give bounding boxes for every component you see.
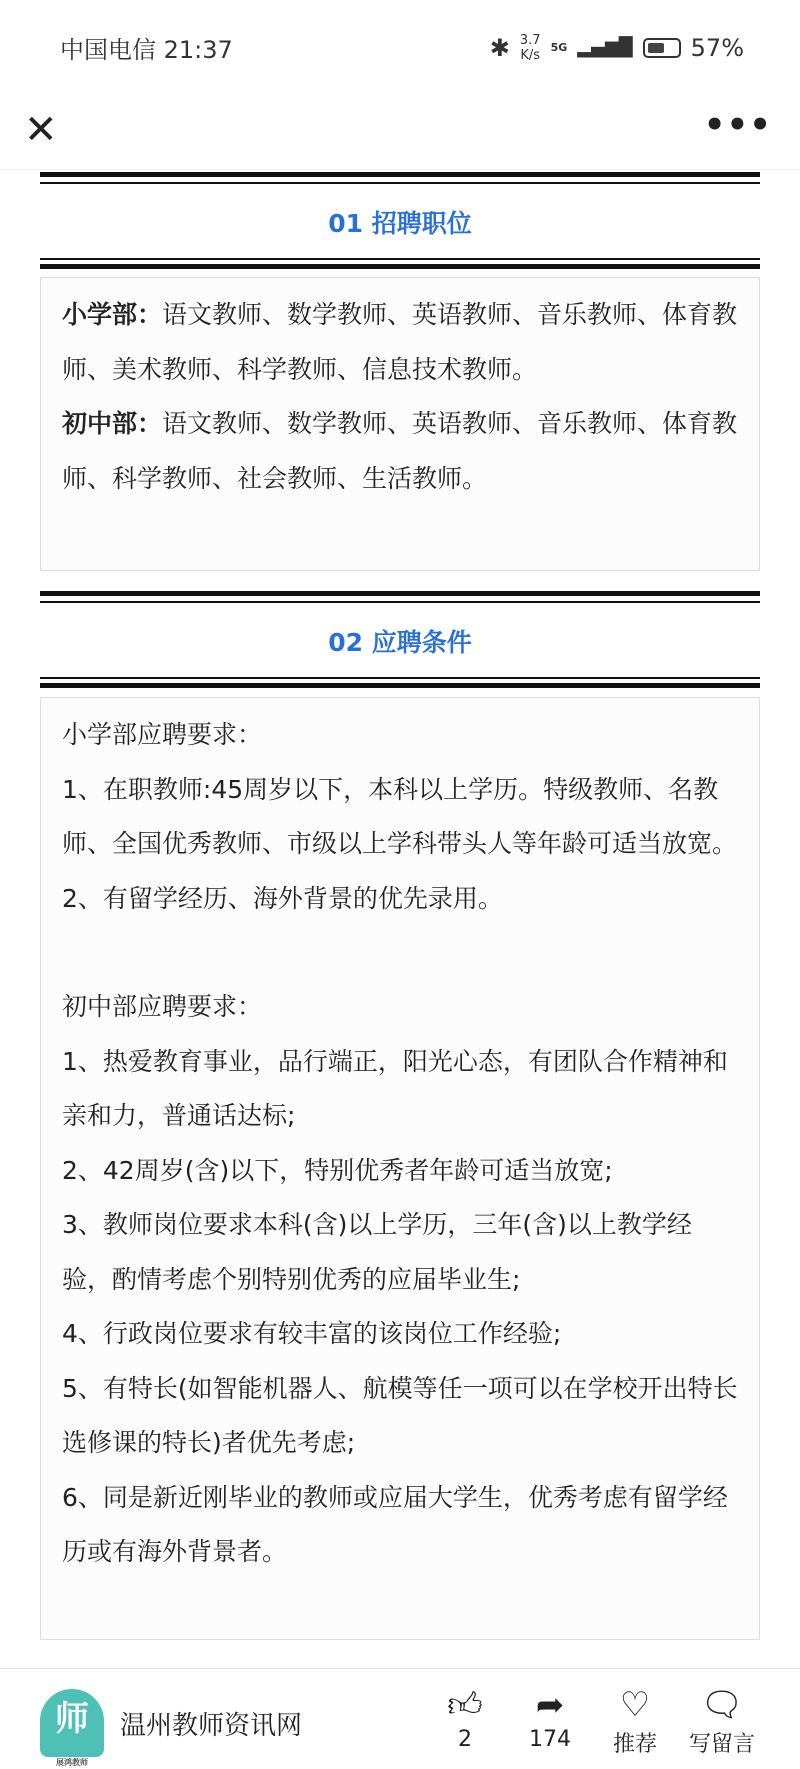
section-title-requirements: 02 应聘条件 [328,628,472,657]
requirement-item: 6、同是新近刚毕业的教师或应届大学生，优秀考虑有留学经历或有海外背景者。 [62,1482,728,1566]
divider [40,182,760,184]
heart-icon: ♡ [619,1685,651,1725]
network-speed: 3.7 K/s [519,32,541,63]
requirements-box [40,697,760,1640]
network-type: 5G [550,41,568,54]
battery-icon [643,38,681,58]
middle-positions: 初中部：语文教师、数学教师、英语教师、音乐教师、体育教师、科学教师、社会教师、生活教师。 [62,409,738,493]
comment-add-icon: 🗨︎ [700,1685,744,1725]
requirement-item: 4、行政岗位要求有较丰富的该岗位工作经验; [62,1319,562,1348]
signal-icon: ▂▄▆█ [577,37,633,58]
requirement-item: 2、有留学经历、海外背景的优先录用。 [62,883,503,913]
positions-box [40,277,760,571]
more-options-icon[interactable]: ••• [703,105,772,145]
middle-requirements-heading: 初中部应聘要求： [62,992,263,1021]
requirement-item: 2、42周岁(含)以下，特别优秀者年龄可适当放宽; [62,1155,613,1185]
close-icon[interactable]: ✕ [24,107,58,153]
bottom-bar [0,1668,800,1769]
divider [40,172,760,177]
account-logo[interactable]: 师 展鸿教师 [40,1689,104,1757]
account-name[interactable]: 温州教师资讯网 [120,1711,303,1741]
divider [40,677,760,679]
divider [40,683,760,688]
battery-percent: 57% [690,33,744,62]
top-nav [0,95,800,170]
thumbs-up-icon: 👍︎ [447,1685,483,1725]
comment-button[interactable]: 🗨︎ 写留言 [682,1683,762,1758]
recommend-button[interactable]: ♡ 推荐 [595,1683,675,1758]
carrier-time: 中国电信 21:37 [60,36,233,64]
primary-requirements-heading: 小学部应聘要求： [62,720,263,749]
requirement-item: 3、教师岗位要求本科(含)以上学历，三年(含)以上教学经验，酌情考虑个别特别优秀的应届毕业生; [62,1210,692,1294]
divider [40,258,760,260]
status-bar [0,0,800,95]
requirement-item: 1、在职教师:45周岁以下，本科以上学历。特级教师、名教师、全国优秀教师、市级以上学科带头人等年龄可适当放宽。 [62,774,738,858]
divider [40,264,760,269]
share-arrow-icon: ➦ [535,1685,565,1725]
primary-positions: 小学部：语文教师、数学教师、英语教师、音乐教师、体育教师、美术教师、科学教师、信息技术教师。 [62,300,738,384]
bluetooth-icon: ✱ [489,33,510,62]
requirement-item: 1、热爱教育事业，品行端正，阳光心态，有团队合作精神和亲和力，普通话达标; [62,1046,728,1130]
requirement-item: 5、有特长(如智能机器人、航模等任一项可以在学校开出特长选修课的特长)者优先考虑; [62,1373,738,1457]
share-button[interactable]: ➦ 174 [510,1683,590,1752]
like-button[interactable]: 👍︎ 2 [425,1683,505,1752]
section-title-positions: 01 招聘职位 [328,209,472,238]
divider [40,601,760,603]
divider [40,591,760,596]
